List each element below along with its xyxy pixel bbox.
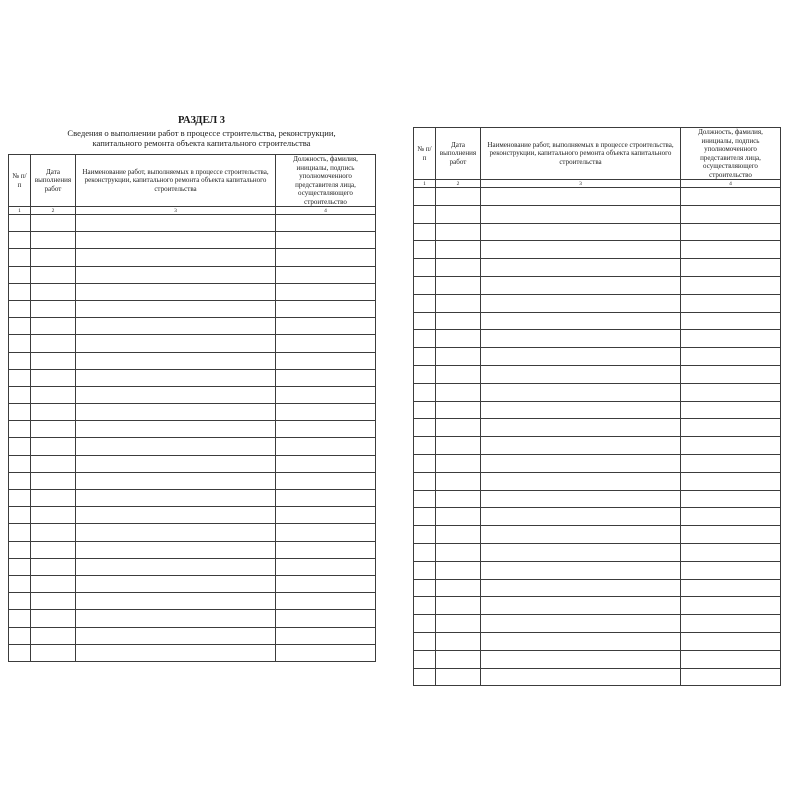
column-number: 3 (481, 180, 681, 188)
table-cell (681, 312, 781, 330)
table-cell (681, 383, 781, 401)
table-cell (481, 437, 681, 455)
table-cell (414, 383, 436, 401)
table-cell (9, 575, 31, 592)
table-cell (481, 348, 681, 366)
table-cell (9, 318, 31, 335)
table-cell (76, 215, 276, 232)
table-cell (31, 455, 76, 472)
table-cell (436, 454, 481, 472)
table-cell (276, 644, 376, 661)
table-row (414, 472, 781, 490)
table-cell (436, 294, 481, 312)
table-row (9, 455, 376, 472)
table-cell (276, 627, 376, 644)
section-subtitle-line-1: Сведения о выполнении работ в процессе строительства, реконструкции, (67, 128, 336, 138)
table-cell (681, 330, 781, 348)
table-cell (76, 455, 276, 472)
table-cell (436, 543, 481, 561)
table-cell (681, 650, 781, 668)
table-cell (481, 365, 681, 383)
table-cell (414, 454, 436, 472)
column-number-row (9, 207, 376, 215)
table-cell (414, 597, 436, 615)
table-cell (31, 421, 76, 438)
table-row (9, 644, 376, 661)
table-cell (31, 318, 76, 335)
table-cell (9, 438, 31, 455)
table-row (414, 241, 781, 259)
table-cell (9, 507, 31, 524)
table-cell (436, 330, 481, 348)
table-cell (76, 541, 276, 558)
table-cell (414, 543, 436, 561)
table-cell (9, 644, 31, 661)
table-cell (414, 508, 436, 526)
table-cell (9, 283, 31, 300)
table-cell (9, 558, 31, 575)
header-number: № п/п (414, 128, 436, 180)
table-cell (481, 597, 681, 615)
table-row (414, 259, 781, 277)
column-number-row (414, 180, 781, 188)
table-cell (276, 575, 376, 592)
table-cell (681, 561, 781, 579)
table-cell (276, 558, 376, 575)
header-work-name: Наименование работ, выполняемых в процессе строительства, реконструкции, капитального ремонта объекта капитального строительства (76, 155, 276, 207)
table-cell (276, 507, 376, 524)
table-cell (481, 526, 681, 544)
table-cell (276, 404, 376, 421)
table-cell (681, 615, 781, 633)
header-representative: Должность, фамилия, инициалы, подпись уполномоченного представителя лица, осуществляющего строительство (276, 155, 376, 207)
table-cell (31, 249, 76, 266)
table-cell (414, 419, 436, 437)
table-cell (76, 421, 276, 438)
works-table-left (8, 154, 376, 662)
table-row (9, 472, 376, 489)
table-cell (9, 300, 31, 317)
table-row (9, 507, 376, 524)
table-cell (681, 294, 781, 312)
table-cell (276, 490, 376, 507)
table-cell (414, 632, 436, 650)
table-cell (436, 615, 481, 633)
table-row (9, 558, 376, 575)
table-cell (414, 330, 436, 348)
table-cell (9, 266, 31, 283)
table-cell (481, 383, 681, 401)
table-cell (481, 561, 681, 579)
table-cell (436, 241, 481, 259)
table-cell (414, 241, 436, 259)
section-title: РАЗДЕЛ 3 (177, 115, 226, 126)
table-cell (481, 650, 681, 668)
table-cell (481, 632, 681, 650)
table-row (9, 524, 376, 541)
table-cell (481, 312, 681, 330)
table-cell (436, 579, 481, 597)
table-cell (276, 593, 376, 610)
table-row (9, 232, 376, 249)
table-row (9, 215, 376, 232)
table-cell (414, 668, 436, 686)
table-cell (481, 543, 681, 561)
table-row (414, 543, 781, 561)
table-cell (76, 249, 276, 266)
table-cell (681, 276, 781, 294)
table-row (9, 627, 376, 644)
table-cell (414, 348, 436, 366)
table-cell (276, 232, 376, 249)
table-cell (9, 369, 31, 386)
table-cell (681, 668, 781, 686)
table-cell (76, 593, 276, 610)
table-row (414, 223, 781, 241)
table-cell (76, 300, 276, 317)
table-row (414, 561, 781, 579)
table-cell (9, 404, 31, 421)
table-cell (414, 561, 436, 579)
right-page (413, 127, 780, 686)
table-cell (31, 524, 76, 541)
table-cell (481, 472, 681, 490)
table-cell (436, 597, 481, 615)
table-cell (9, 610, 31, 627)
table-row (9, 352, 376, 369)
table-cell (31, 369, 76, 386)
table-cell (436, 383, 481, 401)
table-row (9, 318, 376, 335)
table-cell (276, 249, 376, 266)
table-cell (9, 215, 31, 232)
table-cell (681, 419, 781, 437)
header-number: № п/п (9, 155, 31, 207)
table-cell (481, 579, 681, 597)
table-cell (76, 352, 276, 369)
table-cell (436, 401, 481, 419)
table-header-row (9, 155, 376, 207)
table-cell (9, 627, 31, 644)
table-row (9, 266, 376, 283)
header-representative: Должность, фамилия, инициалы, подпись уполномоченного представителя лица, осуществляющего строительство (681, 128, 781, 180)
table-row (414, 205, 781, 223)
table-row (9, 490, 376, 507)
table-cell (481, 294, 681, 312)
column-number: 2 (436, 180, 481, 188)
table-cell (76, 507, 276, 524)
table-cell (76, 558, 276, 575)
table-cell (481, 241, 681, 259)
table-row (414, 330, 781, 348)
table-cell (481, 259, 681, 277)
table-cell (76, 490, 276, 507)
table-row (9, 593, 376, 610)
table-row (414, 348, 781, 366)
table-cell (31, 575, 76, 592)
table-row (414, 632, 781, 650)
column-number: 4 (276, 207, 376, 215)
table-cell (9, 421, 31, 438)
header-work-name: Наименование работ, выполняемых в процессе строительства, реконструкции, капитального ремонта объекта капитального строительства (481, 128, 681, 180)
table-cell (276, 524, 376, 541)
table-cell (681, 454, 781, 472)
table-cell (276, 215, 376, 232)
table-cell (436, 312, 481, 330)
table-row (414, 597, 781, 615)
table-cell (31, 593, 76, 610)
table-cell (31, 438, 76, 455)
table-cell (276, 455, 376, 472)
section-subtitle-line-2: капитального ремонта объекта капитального строительства (92, 138, 311, 148)
table-cell (414, 526, 436, 544)
table-cell (76, 438, 276, 455)
table-cell (76, 575, 276, 592)
works-table-right (413, 127, 781, 686)
table-cell (436, 419, 481, 437)
table-cell (681, 526, 781, 544)
table-cell (276, 421, 376, 438)
table-row (414, 365, 781, 383)
table-cell (414, 205, 436, 223)
table-cell (31, 507, 76, 524)
table-cell (31, 232, 76, 249)
table-cell (436, 259, 481, 277)
table-cell (414, 188, 436, 206)
table-header-row (414, 128, 781, 180)
table-cell (276, 300, 376, 317)
table-cell (436, 472, 481, 490)
table-cell (9, 593, 31, 610)
table-cell (414, 294, 436, 312)
table-cell (414, 472, 436, 490)
table-cell (481, 668, 681, 686)
table-cell (436, 223, 481, 241)
table-cell (481, 490, 681, 508)
table-cell (9, 524, 31, 541)
table-cell (681, 365, 781, 383)
table-cell (481, 330, 681, 348)
table-cell (436, 348, 481, 366)
table-cell (276, 386, 376, 403)
header-date: Дата выполнения работ (436, 128, 481, 180)
table-cell (414, 223, 436, 241)
table-cell (414, 401, 436, 419)
table-cell (481, 508, 681, 526)
table-row (414, 383, 781, 401)
table-cell (31, 300, 76, 317)
table-row (414, 294, 781, 312)
table-cell (414, 650, 436, 668)
table-cell (76, 644, 276, 661)
table-row (9, 438, 376, 455)
section-subtitle (8, 128, 375, 148)
table-row (9, 369, 376, 386)
left-page (8, 115, 375, 662)
table-cell (76, 283, 276, 300)
column-number: 1 (9, 207, 31, 215)
table-cell (481, 276, 681, 294)
table-cell (414, 312, 436, 330)
table-cell (481, 401, 681, 419)
table-cell (31, 404, 76, 421)
table-cell (481, 454, 681, 472)
table-row (9, 283, 376, 300)
table-cell (414, 490, 436, 508)
table-row (414, 437, 781, 455)
table-cell (276, 610, 376, 627)
table-cell (76, 627, 276, 644)
table-cell (414, 276, 436, 294)
column-number: 2 (31, 207, 76, 215)
table-cell (31, 610, 76, 627)
table-cell (31, 335, 76, 352)
table-cell (436, 668, 481, 686)
table-cell (436, 188, 481, 206)
table-row (9, 386, 376, 403)
column-number: 3 (76, 207, 276, 215)
table-cell (681, 597, 781, 615)
header-date: Дата выполнения работ (31, 155, 76, 207)
table-cell (681, 188, 781, 206)
table-cell (414, 437, 436, 455)
table-cell (681, 241, 781, 259)
table-cell (276, 266, 376, 283)
table-cell (436, 276, 481, 294)
table-cell (436, 437, 481, 455)
table-cell (76, 610, 276, 627)
table-cell (681, 437, 781, 455)
table-cell (76, 404, 276, 421)
table-cell (276, 335, 376, 352)
table-row (414, 401, 781, 419)
table-row (414, 454, 781, 472)
table-cell (276, 369, 376, 386)
table-cell (9, 455, 31, 472)
table-cell (436, 650, 481, 668)
table-cell (436, 632, 481, 650)
table-cell (481, 615, 681, 633)
table-cell (9, 352, 31, 369)
table-row (414, 188, 781, 206)
table-cell (436, 508, 481, 526)
table-cell (276, 472, 376, 489)
table-cell (681, 205, 781, 223)
table-cell (276, 352, 376, 369)
table-cell (481, 223, 681, 241)
table-cell (414, 259, 436, 277)
table-row (9, 300, 376, 317)
column-number: 1 (414, 180, 436, 188)
table-cell (9, 490, 31, 507)
table-cell (31, 490, 76, 507)
table-cell (276, 541, 376, 558)
table-cell (436, 561, 481, 579)
table-row (414, 526, 781, 544)
table-cell (76, 232, 276, 249)
table-cell (681, 508, 781, 526)
table-cell (276, 283, 376, 300)
table-row (414, 508, 781, 526)
table-row (414, 668, 781, 686)
table-cell (414, 615, 436, 633)
table-cell (436, 205, 481, 223)
table-cell (681, 632, 781, 650)
table-row (414, 615, 781, 633)
table-row (9, 421, 376, 438)
table-cell (31, 266, 76, 283)
table-cell (414, 579, 436, 597)
table-cell (681, 259, 781, 277)
table-cell (76, 318, 276, 335)
table-cell (436, 526, 481, 544)
table-cell (681, 472, 781, 490)
table-cell (436, 490, 481, 508)
table-cell (9, 335, 31, 352)
table-cell (681, 490, 781, 508)
table-cell (481, 188, 681, 206)
table-row (9, 404, 376, 421)
table-row (9, 610, 376, 627)
table-cell (31, 558, 76, 575)
table-cell (76, 524, 276, 541)
table-row (414, 312, 781, 330)
table-cell (481, 205, 681, 223)
table-row (414, 419, 781, 437)
table-row (9, 335, 376, 352)
table-cell (276, 438, 376, 455)
table-cell (31, 644, 76, 661)
table-row (414, 650, 781, 668)
table-cell (76, 266, 276, 283)
table-cell (31, 215, 76, 232)
table-cell (9, 232, 31, 249)
table-cell (436, 365, 481, 383)
table-cell (31, 352, 76, 369)
table-cell (681, 401, 781, 419)
table-row (9, 575, 376, 592)
table-cell (681, 579, 781, 597)
table-cell (681, 223, 781, 241)
table-cell (76, 369, 276, 386)
table-cell (9, 541, 31, 558)
table-row (9, 541, 376, 558)
table-cell (276, 318, 376, 335)
table-cell (31, 283, 76, 300)
table-row (414, 490, 781, 508)
column-number: 4 (681, 180, 781, 188)
table-cell (31, 627, 76, 644)
table-cell (9, 472, 31, 489)
table-cell (31, 386, 76, 403)
table-row (414, 276, 781, 294)
table-cell (9, 249, 31, 266)
table-cell (76, 335, 276, 352)
table-cell (76, 386, 276, 403)
table-cell (76, 472, 276, 489)
table-cell (31, 541, 76, 558)
table-row (414, 579, 781, 597)
table-cell (481, 419, 681, 437)
table-row (9, 249, 376, 266)
table-cell (414, 365, 436, 383)
table-cell (681, 348, 781, 366)
table-cell (31, 472, 76, 489)
table-cell (9, 386, 31, 403)
table-cell (681, 543, 781, 561)
